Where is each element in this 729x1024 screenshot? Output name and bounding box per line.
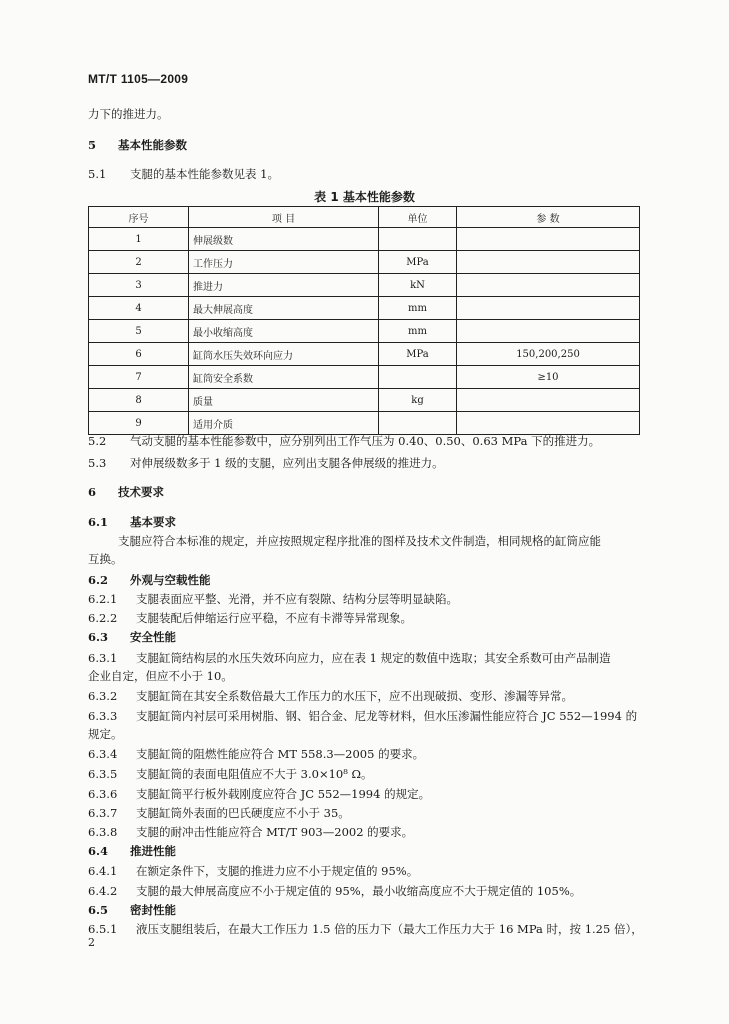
clause-6-3-8: 6.3.8 支腿的耐冲击性能应符合 MT/T 903—2002 的要求。 xyxy=(88,825,414,839)
clause-6-3-2: 6.3.2 支腿缸筒在其安全系数倍最大工作压力的水压下，应不出现破损、变形、渗漏等异常。 xyxy=(88,689,573,703)
paragraph: 力下的推进力。 xyxy=(88,107,169,121)
paragraph: 互换。 xyxy=(88,552,123,566)
basic-performance-table xyxy=(88,206,640,435)
clause-6-3-5: 6.3.5 支腿缸筒的表面电阻值应不大于 3.0×10⁸ Ω。 xyxy=(88,767,373,781)
table-row: 6 缸筒水压失效环向应力 MPa 150,200,250 xyxy=(89,343,640,366)
clause-5-2: 5.2 气动支腿的基本性能参数中，应分别列出工作气压为 0.40、0.50、0.63 MPa 下的推进力。 xyxy=(88,434,601,448)
table-row: 8 质量 kg xyxy=(89,389,640,412)
table-row: 4 最大伸展高度 mm xyxy=(89,297,640,320)
clause-5-1: 5.1 支腿的基本性能参数见表 1。 xyxy=(88,167,279,181)
col-header-value: 参 数 xyxy=(457,207,640,228)
col-header-no: 序号 xyxy=(89,207,189,228)
page-number: 2 xyxy=(88,936,95,949)
table-caption: 表 1 基本性能参数 xyxy=(314,190,415,204)
col-header-item: 项 目 xyxy=(189,207,379,228)
clause-6-3-1: 6.3.1 支腿缸筒结构层的水压失效环向应力，应在表 1 规定的数值中选取；其安全系数可由产品制造 xyxy=(88,651,611,665)
clause-heading: 6.2 外观与空载性能 xyxy=(88,573,211,587)
clause-6-5-1: 6.5.1 液压支腿组装后，在最大工作压力 1.5 倍的压力下（最大工作压力大于 16 MPa 时，按 1.25 倍）， xyxy=(88,922,643,936)
clause-6-3-3: 6.3.3 支腿缸筒内衬层可采用树脂、钢、铝合金、尼龙等材料，但水压渗漏性能应符合 JC 552—1994 的 xyxy=(88,709,638,723)
clause-6-2-1: 6.2.1 支腿表面应平整、光滑，并不应有裂隙、结构分层等明显缺陷。 xyxy=(88,592,458,606)
clause-6-3-4: 6.3.4 支腿缸筒的阻燃性能应符合 MT 558.3—2005 的要求。 xyxy=(88,747,425,761)
paragraph: 企业自定，但应不小于 10。 xyxy=(88,669,233,683)
paragraph: 支腿应符合本标准的规定，并应按照规定程序批准的图样及技术文件制造，相同规格的缸筒应能 xyxy=(118,534,601,548)
table-row: 1 伸展级数 xyxy=(89,228,640,251)
clause-6-4-2: 6.4.2 支腿的最大伸展高度应不小于规定值的 95%，最小收缩高度应不大于规定值的 105%。 xyxy=(88,884,582,898)
table-row: 7 缸筒安全系数 ≥10 xyxy=(89,366,640,389)
clause-6-3-7: 6.3.7 支腿缸筒外表面的巴氏硬度应不小于 35。 xyxy=(88,806,350,820)
clause-6-4-1: 6.4.1 在额定条件下，支腿的推进力应不小于规定值的 95%。 xyxy=(88,864,419,878)
standard-number: MT/T 1105—2009 xyxy=(88,72,189,86)
clause-6-2-2: 6.2.2 支腿装配后伸缩运行应平稳，不应有卡滞等异常现象。 xyxy=(88,611,412,625)
table-row: 3 推进力 kN xyxy=(89,274,640,297)
section-heading: 6 技术要求 xyxy=(88,485,164,499)
clause-6-3-6: 6.3.6 支腿缸筒平行板外载刚度应符合 JC 552—1994 的规定。 xyxy=(88,787,431,801)
table-row: 2 工作压力 MPa xyxy=(89,251,640,274)
table-header-row xyxy=(89,207,640,228)
section-heading: 5 基本性能参数 xyxy=(88,138,187,152)
table-row: 9 适用介质 xyxy=(89,412,640,435)
clause-heading: 6.1 基本要求 xyxy=(88,515,176,529)
paragraph: 规定。 xyxy=(88,727,123,741)
clause-heading: 6.5 密封性能 xyxy=(88,903,176,917)
table-row: 5 最小收缩高度 mm xyxy=(89,320,640,343)
clause-heading: 6.4 推进性能 xyxy=(88,844,176,858)
col-header-unit: 单位 xyxy=(379,207,457,228)
clause-5-3: 5.3 对伸展级数多于 1 级的支腿，应列出支腿各伸展级的推进力。 xyxy=(88,456,444,470)
clause-heading: 6.3 安全性能 xyxy=(88,630,176,644)
